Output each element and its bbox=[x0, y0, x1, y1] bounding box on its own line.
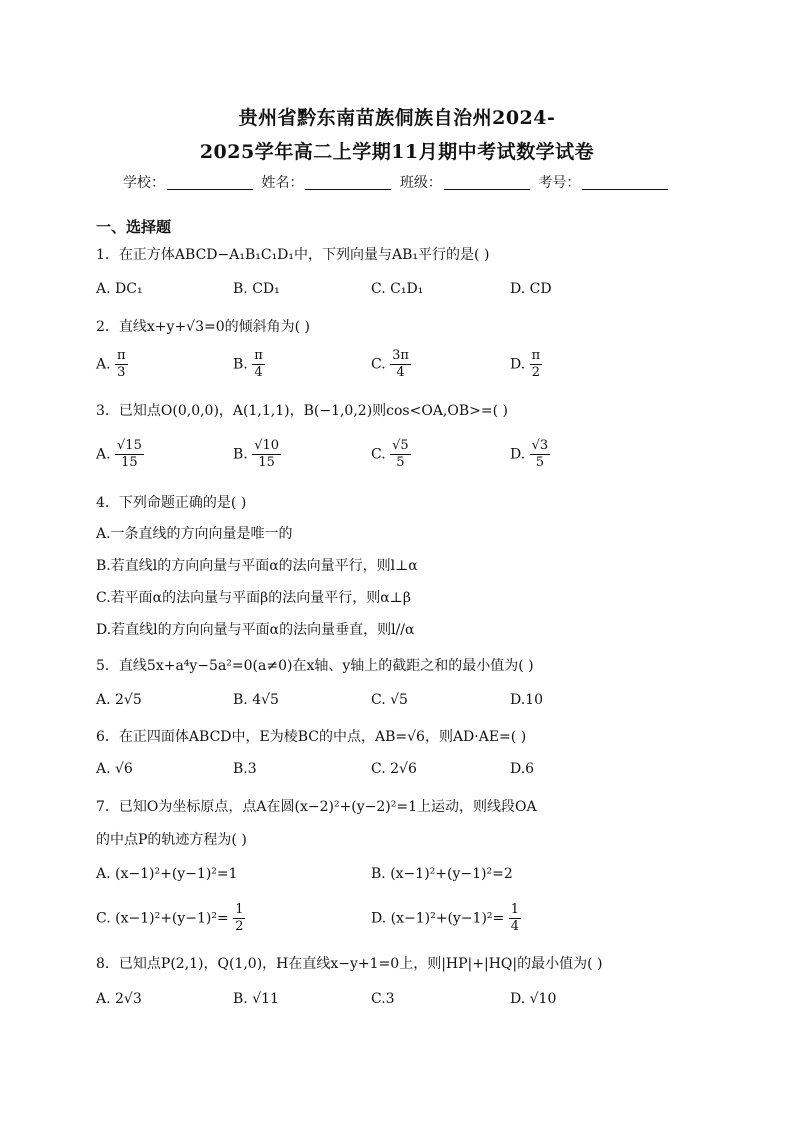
q4-option-b: B.若直线l的方向向量与平面α的法向量平行，则l⊥α bbox=[96, 558, 418, 574]
school-blank bbox=[167, 189, 253, 190]
q6-option-d: D.6 bbox=[510, 761, 535, 777]
q1-option-b: B. CD₁ bbox=[233, 281, 280, 297]
q1-option-c: C. C₁D₁ bbox=[371, 281, 424, 297]
equation: (x−1)²+(y−1)²=1 bbox=[115, 866, 238, 882]
numerator: √5 bbox=[392, 438, 409, 453]
denominator: 2 bbox=[235, 919, 244, 934]
q3-option-a bbox=[96, 438, 144, 471]
question-1-stem: 1．在正方体ABCD−A₁B₁C₁D₁中，下列向量与AB₁平行的是( ) bbox=[96, 247, 490, 263]
q6-option-c: C. 2√6 bbox=[371, 761, 417, 777]
question-3-stem: 3．已知点O(0,0,0)，A(1,1,1)，B(−1,0,2)则cos<OA,OB>=( ) bbox=[96, 403, 508, 419]
q4-option-d: D.若直线l的方向向量与平面α的法向量垂直，则l//α bbox=[96, 622, 415, 638]
option-label: D. bbox=[510, 446, 526, 463]
option-label: B. bbox=[371, 866, 386, 882]
q8-option-b: B. √11 bbox=[233, 991, 279, 1007]
numerator: 3π bbox=[392, 348, 409, 363]
section-heading: 一、选择题 bbox=[96, 218, 172, 236]
question-5-stem: 5．直线5x+a⁴y−5a²=0(a≠0)在x轴、y轴上的截距之和的最小值为( ) bbox=[96, 658, 534, 674]
q2-option-b bbox=[233, 348, 265, 381]
fraction bbox=[252, 348, 265, 381]
exam-title-line2: 2025学年高二上学期11月期中考试数学试卷 bbox=[199, 141, 595, 163]
fraction bbox=[115, 348, 128, 381]
equation: (x−1)²+(y−1)²=2 bbox=[390, 866, 513, 882]
class-blank bbox=[444, 189, 530, 190]
denominator: 15 bbox=[121, 455, 138, 470]
q5-option-b: B. 4√5 bbox=[233, 692, 279, 708]
name-label: 姓名： bbox=[261, 175, 304, 191]
question-4-stem: 4．下列命题正确的是( ) bbox=[96, 495, 247, 511]
fraction bbox=[530, 438, 551, 471]
equation: (x−1)²+(y−1)²= bbox=[390, 910, 505, 927]
option-label: B. bbox=[233, 446, 248, 463]
q8-option-c: C.3 bbox=[371, 991, 395, 1007]
q4-option-a: A.一条直线的方向向量是唯一的 bbox=[96, 526, 293, 542]
equation: (x−1)²+(y−1)²= bbox=[115, 910, 229, 927]
denominator: 4 bbox=[396, 365, 405, 380]
option-label: C. bbox=[96, 910, 111, 927]
fraction bbox=[390, 348, 411, 381]
numerator: √3 bbox=[531, 438, 549, 453]
fraction bbox=[509, 902, 521, 935]
q3-option-b bbox=[233, 438, 281, 471]
option-label: C. bbox=[371, 356, 386, 373]
name-blank bbox=[305, 189, 391, 190]
q5-option-d: D.10 bbox=[510, 692, 543, 708]
q7-option-c bbox=[96, 902, 245, 935]
option-label: A. bbox=[96, 866, 111, 882]
question-8-stem: 8．已知点P(2,1)，Q(1,0)，H在直线x−y+1=0上，则|HP|+|HQ|的最小值为( ) bbox=[96, 956, 603, 972]
school-label: 学校： bbox=[123, 175, 165, 191]
option-label: A. bbox=[96, 356, 111, 373]
question-6-stem: 6．在正四面体ABCD中，E为棱BC的中点，AB=√6，则AD·AE=( ) bbox=[96, 729, 527, 745]
option-label: C. bbox=[371, 446, 386, 463]
numerator: π bbox=[531, 348, 541, 363]
q7-option-a bbox=[96, 866, 238, 882]
numerator: π bbox=[254, 348, 263, 363]
numerator: 1 bbox=[235, 902, 244, 917]
numerator: 1 bbox=[510, 902, 519, 917]
class-label: 班级： bbox=[399, 175, 442, 191]
exam-number-blank bbox=[582, 189, 668, 190]
q3-option-d bbox=[510, 438, 550, 471]
fraction bbox=[252, 438, 281, 471]
q7-option-b bbox=[371, 866, 513, 882]
q5-option-a: A. 2√5 bbox=[96, 692, 142, 708]
q1-option-a: A. DC₁ bbox=[96, 281, 143, 297]
q1-option-d: D. CD bbox=[510, 281, 552, 297]
fraction bbox=[115, 438, 144, 471]
denominator: 3 bbox=[117, 365, 126, 380]
q2-option-c bbox=[371, 348, 411, 381]
denominator: 5 bbox=[396, 455, 405, 470]
option-label: A. bbox=[96, 446, 111, 463]
question-7-stem-line1: 7．已知O为坐标原点，点A在圆(x−2)²+(y−2)²=1上运动，则线段OA bbox=[96, 799, 537, 815]
denominator: 15 bbox=[258, 455, 275, 470]
q4-option-c: C.若平面α的法向量与平面β的法向量平行，则α⊥β bbox=[96, 590, 411, 606]
q2-option-d bbox=[510, 348, 542, 381]
exam-number-label: 考号： bbox=[538, 175, 581, 191]
denominator: 4 bbox=[254, 365, 263, 380]
q6-option-a: A. √6 bbox=[96, 761, 133, 777]
q3-option-c bbox=[371, 438, 411, 471]
denominator: 4 bbox=[510, 919, 519, 934]
fraction bbox=[530, 348, 543, 381]
q5-option-c: C. √5 bbox=[371, 692, 408, 708]
denominator: 2 bbox=[531, 365, 541, 380]
question-2-stem: 2．直线x+y+√3=0的倾斜角为( ) bbox=[96, 319, 311, 335]
option-label: D. bbox=[510, 356, 526, 373]
q8-option-a: A. 2√3 bbox=[96, 991, 142, 1007]
q2-option-a bbox=[96, 348, 128, 381]
question-7-stem-line2: 的中点P的轨迹方程为( ) bbox=[96, 832, 247, 848]
student-info-row bbox=[123, 172, 672, 192]
numerator: √10 bbox=[254, 438, 280, 453]
fraction bbox=[233, 902, 245, 935]
numerator: π bbox=[117, 348, 126, 363]
option-label: B. bbox=[233, 356, 248, 373]
q6-option-b: B.3 bbox=[233, 761, 257, 777]
q7-option-d bbox=[371, 902, 521, 935]
option-label: D. bbox=[371, 910, 387, 927]
fraction bbox=[390, 438, 411, 471]
denominator: 5 bbox=[535, 455, 545, 470]
exam-title-line1: 贵州省黔东南苗族侗族自治州2024- bbox=[238, 107, 556, 129]
q8-option-d: D. √10 bbox=[510, 991, 557, 1007]
numerator: √15 bbox=[117, 438, 142, 453]
